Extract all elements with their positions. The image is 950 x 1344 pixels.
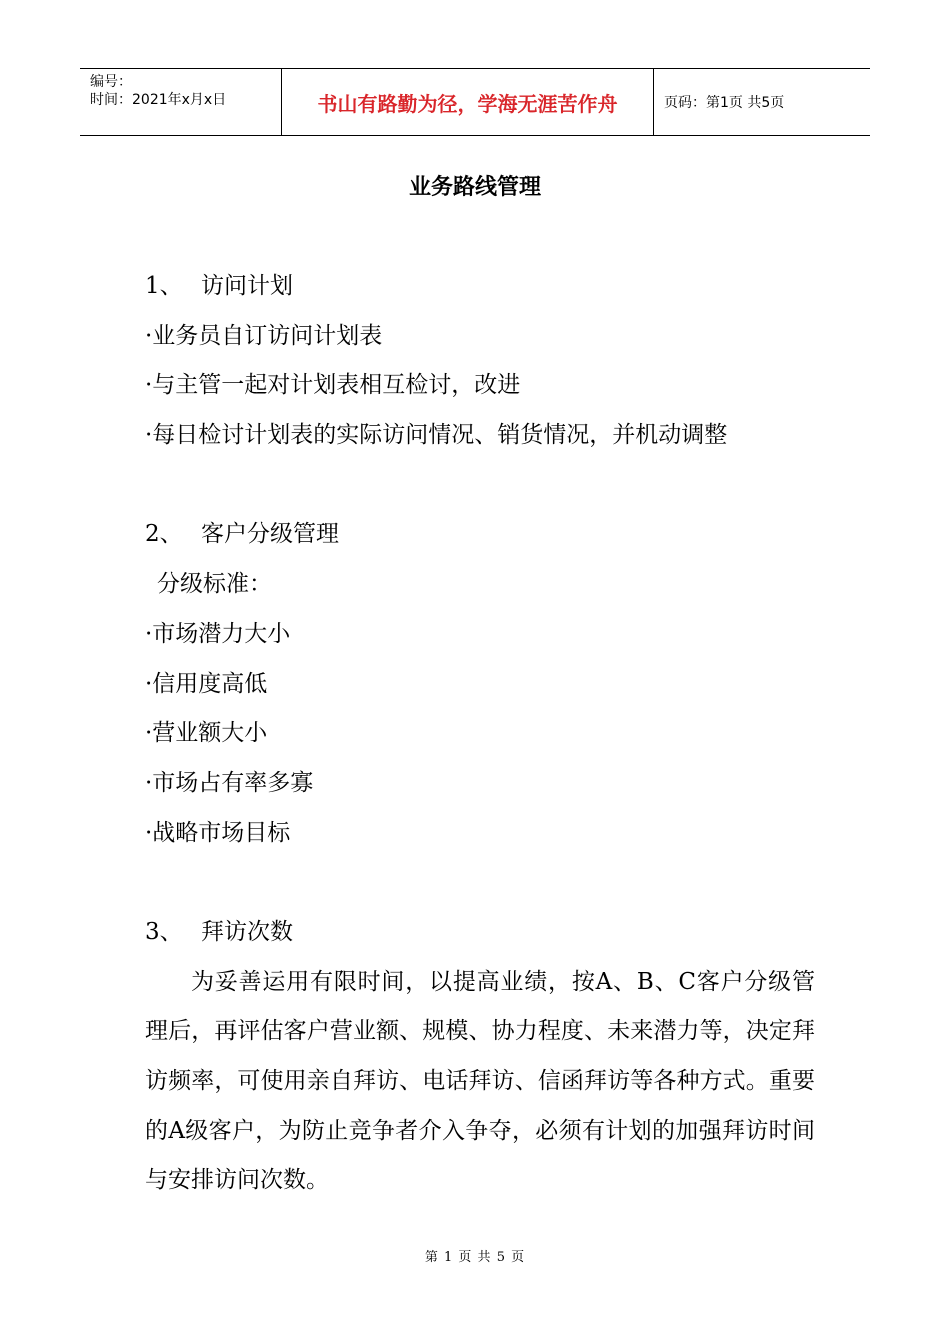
section-number: 3、 — [145, 918, 183, 945]
page-footer: 第 1 页 共 5 页 — [424, 1250, 526, 1265]
code-label: 编号： — [90, 74, 132, 90]
page-info: 页码：第1页 共5页 — [664, 95, 785, 111]
time-label: 时间：2021年x月x日 — [90, 92, 227, 108]
list-item: ·业务员自订访问计划表 — [145, 322, 383, 349]
section-number: 1、 — [145, 273, 183, 299]
section-3-heading — [145, 908, 815, 958]
list-item: ·市场占有率多寡 — [145, 769, 314, 796]
document-body — [145, 262, 815, 1206]
list-item: ·每日检讨计划表的实际访问情况、销货情况，并机动调整 — [145, 422, 728, 449]
list-item: ·市场潜力大小 — [145, 620, 291, 647]
list-item: ·营业额大小 — [145, 720, 268, 747]
motto-text: 书山有路勤为径，学海无涯苦作舟 — [317, 91, 618, 116]
header-motto-cell — [282, 69, 654, 135]
section-heading-text: 访问计划 — [201, 273, 293, 299]
section-3-paragraph: 为妥善运用有限时间，以提高业绩，按A、B、C客户分级管理后，再评估客户营业额、规模、协力程度、未来潜力等，决定拜访频率，可使用亲自拜访、电话拜访、信函拜访等各种方式。重要的A级客户，为防止竞争者介入争夺，必须有计划的加强拜访时间与安排访问次数。 — [145, 968, 815, 1194]
header-page-cell — [654, 69, 870, 135]
list-item: ·信用度高低 — [145, 670, 268, 697]
list-item: ·战略市场目标 — [145, 819, 291, 846]
header-table — [80, 68, 870, 136]
header-meta-cell — [80, 69, 282, 135]
section-1-heading — [145, 262, 815, 312]
section-heading-text: 拜访次数 — [201, 918, 293, 945]
section-2-subheading: 分级标准： — [157, 571, 272, 598]
section-heading-text: 客户分级管理 — [201, 521, 339, 548]
list-item: ·与主管一起对计划表相互检讨，改进 — [145, 372, 521, 399]
section-number: 2、 — [145, 521, 183, 548]
section-2-heading — [145, 510, 815, 560]
document-title: 业务路线管理 — [408, 175, 541, 200]
